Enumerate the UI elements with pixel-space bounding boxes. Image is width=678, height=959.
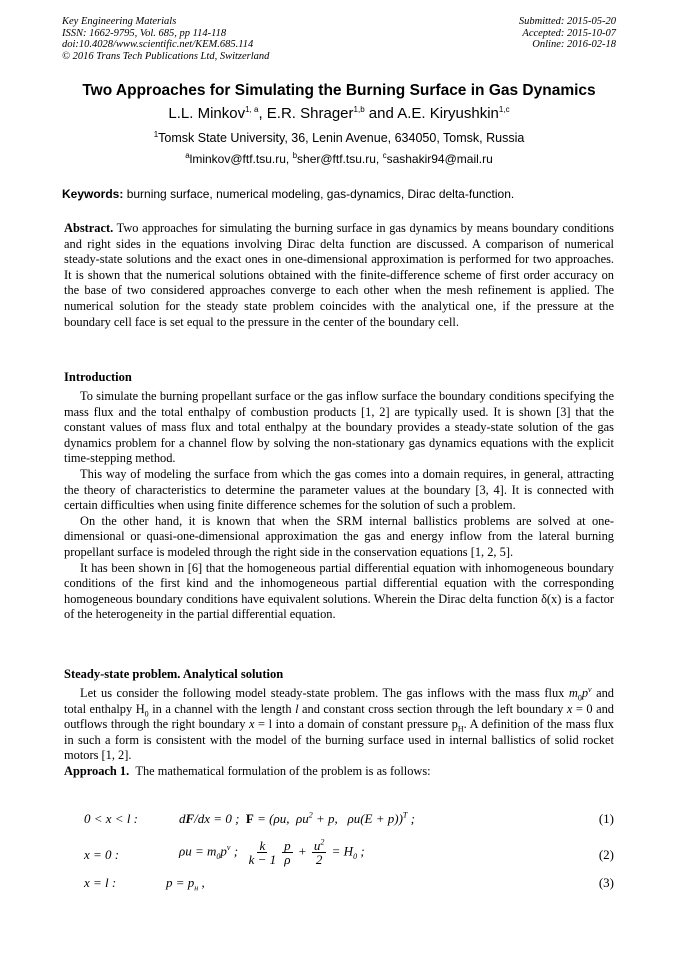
equation-2 bbox=[84, 837, 614, 873]
abstract-text: Two approaches for simulating the burning surface in gas dynamics by means boundary conditions and right sides in the equations involving Dirac delta function are discussed. A comparison of numerical steady-state solutions and the exact ones in one-dimensional approximation is performed for two approaches. It is shown that the numerical solutions obtained with the finite-difference scheme of first order accuracy on the base of two considered approaches converge to each other when the mesh refinement is applied. The numerical solution for the steady state problem coincides with the analytical one, if the pressure at the boundary cell face is set equal to the pressure in the center of the boundary cell. bbox=[64, 221, 615, 329]
keywords-label: Keywords: bbox=[62, 187, 124, 201]
approach-label: Approach 1. bbox=[64, 763, 130, 778]
equation-expression: dF/dx = 0 ; F = (ρu, $\rho u^2 + p$, ρu(E + p))$^T$ ; bbox=[179, 810, 415, 826]
steady-state-body bbox=[64, 686, 614, 780]
author-sup: 1,c bbox=[498, 105, 510, 114]
paragraph: This way of modeling the surface from which the gas comes into a domain requires, in general, attracting the theory of characteristics to determine the parameter values at the boundary [3, 4]. It is connected with certain difficulties when using finite difference schemes for the solution of such a problem. bbox=[64, 466, 614, 513]
introduction-heading: Introduction bbox=[64, 370, 132, 384]
email-link[interactable]: sher@ftf.tsu.ru bbox=[297, 152, 376, 166]
paragraph: Let us consider the following model steady-state problem. The gas inflows with the mass flux $m_0p^\nu$ and total enthalpy $H_0$ in a channel with the length l and constant cross section through the left boundary x = 0 and outflows through the right boundary x = l into a domain of constant pressure $p_H$. A definition of the mass flux in such a form is consistent with the model of the burning surface used in internal ballistics of solid rocket motors [1, 2]. bbox=[64, 684, 614, 763]
keywords-text: burning surface, numerical modeling, gas-dynamics, Dirac delta-function. bbox=[126, 187, 515, 201]
approach-text: The mathematical formulation of the problem is as follows: bbox=[135, 763, 431, 778]
equation-number: (1) bbox=[598, 811, 614, 826]
author-name: A.E. Kiryushkin bbox=[397, 105, 499, 122]
equation-condition: x = 0 : bbox=[84, 847, 120, 862]
abstract-label: Abstract. bbox=[64, 221, 114, 235]
paragraph: It has been shown in [6] that the homogeneous partial differential equation with inhomogeneous boundary conditions of the first kind and the inhomogeneous partial differential equation with the corresponding homogeneous boundary conditions have equivalent solutions. Wherein the Dirac delta function δ(x) is a factor of the heterogeneity in the partial differential equation. bbox=[64, 560, 614, 622]
journal-doi: doi:10.4028/www.scientific.net/KEM.685.114 bbox=[62, 39, 254, 50]
equation-expression: $\rho u = m_0p^\nu$ ; $\frac{k}{k - 1}$ $\frac{p}{\rho}$ + $\frac{u^2}{2}$ = $H_0$ ; bbox=[179, 837, 365, 867]
journal-name: Key Engineering Materials bbox=[62, 16, 177, 27]
abstract bbox=[64, 221, 614, 330]
accepted-date: Accepted: 2015-10-07 bbox=[522, 27, 616, 39]
submitted-date: Submitted: 2015-05-20 bbox=[518, 16, 616, 27]
author-list: L.L. Minkov$^{1, a}$, E.R. Shrager$^{1,b}$ and A.E. Kiryushkin$^{1,c}$ bbox=[168, 105, 510, 122]
affiliation-sup: 1 bbox=[153, 129, 159, 139]
author-emails: $^a$lminkov@ftf.tsu.ru, $^b$sher@ftf.tsu.ru, $^c$sashakir94@mail.ru bbox=[185, 151, 493, 166]
affiliation bbox=[0, 131, 678, 145]
equation-1 bbox=[84, 811, 614, 831]
author-name: E.R. Shrager bbox=[266, 105, 354, 122]
author-sup: 1, a bbox=[245, 105, 259, 114]
equation-condition: x = l : bbox=[84, 875, 117, 890]
paragraph: On the other hand, it is known that when the SRM internal ballistics problems are solved at one-dimensional or quasi-one-dimensional approximation the gas and energy inflow from the lateral burning propellant surface is modeled through the right side in the conservation equations [1, 2, 5]. bbox=[64, 513, 614, 559]
dates-header bbox=[519, 16, 616, 51]
email-link[interactable]: sashakir94@mail.ru bbox=[386, 152, 493, 166]
equation-number: (3) bbox=[598, 875, 614, 890]
paper-title: Two Approaches for Simulating the Burning Surface in Gas Dynamics bbox=[82, 82, 596, 99]
steady-state-heading: Steady-state problem. Analytical solution bbox=[64, 667, 284, 681]
author-name: L.L. Minkov bbox=[168, 105, 246, 122]
journal-issn: ISSN: 1662-9795, Vol. 685, pp 114-118 bbox=[62, 27, 227, 39]
equation-3 bbox=[84, 875, 614, 895]
email-sup: b bbox=[292, 151, 298, 160]
author-sup: 1,b bbox=[353, 105, 365, 114]
journal-header bbox=[62, 16, 269, 62]
keywords bbox=[62, 187, 618, 201]
affiliation-text: Tomsk State University, 36, Lenin Avenue, 634050, Tomsk, Russia bbox=[158, 131, 525, 145]
journal-copyright: © 2016 Trans Tech Publications Ltd, Switzerland bbox=[62, 50, 270, 62]
email-sup: c bbox=[382, 151, 387, 160]
paragraph: To simulate the burning propellant surface or the gas inflow surface the boundary conditions specifying the mass flux and the total enthalpy of combustion products [1, 2] are typically used. It is shown [3] that the constant values of mass flux and total enthalpy at the boundary provides a steady-state solution of the gas dynamics problem for a channel flow by solving the non-stationary gas dynamics equations with the explicit time-stepping method. bbox=[64, 389, 614, 466]
equation-expression: $p = p_н$ , bbox=[166, 875, 205, 893]
email-sup: a bbox=[185, 151, 190, 160]
introduction-body bbox=[64, 389, 614, 623]
equation-number: (2) bbox=[598, 847, 614, 862]
online-date: Online: 2016-02-18 bbox=[532, 39, 616, 50]
email-link[interactable]: lminkov@ftf.tsu.ru bbox=[189, 152, 286, 166]
equation-condition: 0 < x < l : bbox=[84, 811, 139, 826]
